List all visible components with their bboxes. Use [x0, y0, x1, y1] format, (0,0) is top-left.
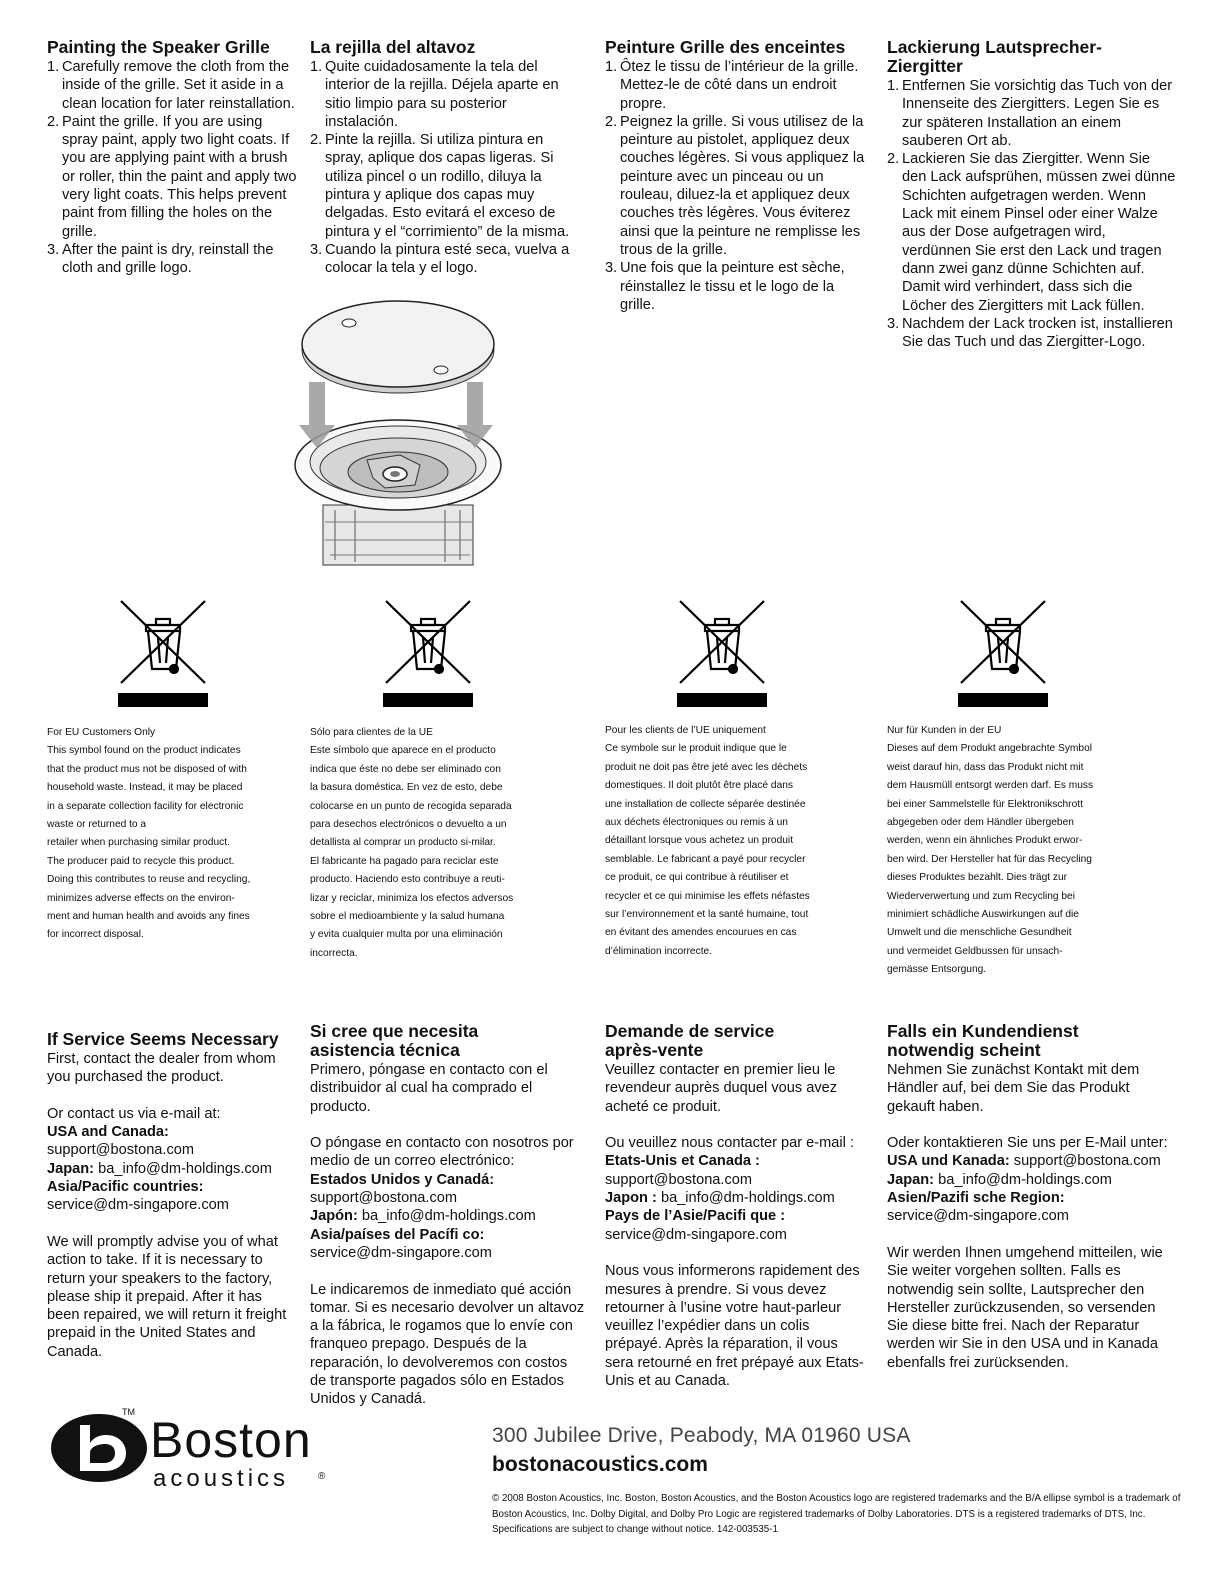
painting-es-title: La rejilla del altavoz [310, 37, 476, 57]
list-item: 2. Pinte la rejilla. Si utiliza pintura en spray, aplique dos capas ligeras. Si utiliza pincel o un rodillo, diluya la pintura y aplique dos capas muy delgadas. Esto evitará el exceso de pintura y el “corrimiento” de la misma. [310, 132, 570, 240]
painting-fr [605, 38, 870, 314]
painting-en-steps [47, 58, 297, 278]
service-de-title: Falls ein Kundendienst notwendig scheint [887, 1021, 1079, 1060]
weee-crossed-bin-icon [677, 597, 767, 707]
email-link[interactable]: ba_info@dm-holdings.com [361, 1208, 536, 1225]
painting-de-steps [887, 77, 1177, 351]
weee-es: Sólo para clientes de la UE Este símbolo que aparece en el producto indica que éste no debe ser eliminado con la basura doméstica. En vez de esto, debe colocarse en un punto de recogida separada para desechos electrónicos o devuelto a un detallista al comprar un producto si-milar. El fabricante ha pagado para reciclar este producto. Haciendo esto contribuye a reuti- lizar y reciclar, minimiza los efectos adversos sobre el medioambiente y la salud humana y evita cualquier multa por una eliminación incorrecta. [310, 727, 514, 959]
list-item: 1. Carefully remove the cloth from the inside of the grille. Set it aside in a clean location for later reinstallation. [47, 59, 295, 112]
service-en: If Service Seems Necessary First, contact the dealer from whom you purchased the product. Or contact us via e-mail at: USA and Canada: support@bostona.com Japan: ba_info@dm-holdings.com Asia/Pacific countries: service@dm-singapore.com We will promptly advise you of what action to take. If it is necessary to return your speakers to the factory, please ship it prepaid. After it has been repaired, we will return it freight prepaid in the United States and Canada. [47, 1029, 287, 1360]
painting-fr-steps [605, 58, 870, 314]
boston-acoustics-logo [50, 1405, 380, 1495]
service-fr-title: Demande de service après-vente [605, 1021, 775, 1060]
email-link[interactable]: service@dm-singapore.com [47, 1197, 229, 1214]
speaker-body [323, 505, 473, 565]
weee-crossed-bin-icon [383, 597, 473, 707]
service-es: Si cree que necesita asistencia técnica Primero, póngase en contacto con el distribuidor al cual ha comprado el producto. O póngase en contacto con nosotros por medio de un correo electrónico: Estados Unidos y Canadá: support@bostona.com Japón: ba_info@dm-holdings.com Asia/países del Pacífi co: service@dm-singapore.com Le indicaremos de inmediato qué acción tomar. Si es necesario devolver un altavoz a la fábrica, le rogamos que lo envíe con franqueo prepago. Después de la reparación, lo devolveremos con costos de transporte pagados sólo en Estados Unidos y Canadá. [310, 1021, 585, 1408]
weee-de: Nur für Kunden in der EU Dieses auf dem Produkt angebrachte Symbol weist darauf hin, dass das Produkt nicht mit dem Hausmüll entsorgt werden darf. Es muss bei einer Sammelstelle für Elektronikschrott abgegeben oder dem Händler übergeben werden, wenn ein ähnliches Produkt erwor- ben wird. Der Hersteller hat für das Recycling dieses Produktes bezahlt. Dies trägt zur Wiederverwertung und zum Recycling bei minimiert schädliche Auswirkungen auf die Umwelt und die menschliche Gesundheit und vermeidet Geldbussen für unsach- gemässe Entsorgung. [887, 725, 1094, 976]
list-item: 2. Lackieren Sie das Ziergitter. Wenn Sie den Lack aufsprühen, müssen zwei dünne Schichten aufgetragen werden. Wenn Lack mit einem Pinsel oder einer Walze aus der Dose aufgetragen wird, verdünnen Sie erst den Lack und tragen dann zwei ganz dünne Schichten auf. Damit wird verhindert, dass sich die Löcher des Ziergitters mit Lack füllen. [887, 151, 1176, 314]
list-item: 3. Nachdem der Lack trocken ist, installieren Sie das Tuch und das Ziergitter-Logo. [887, 315, 1173, 351]
email-link[interactable]: ba_info@dm-holdings.com [660, 1190, 835, 1207]
painting-es [310, 38, 570, 278]
list-item: 1. Entfernen Sie vorsichtig das Tuch von der Innenseite des Ziergitters. Legen Sie es zur späteren Installation an einem sauberen Ort ab. [887, 78, 1173, 149]
trademark-mark: TM [122, 1407, 135, 1417]
service-de: Falls ein Kundendienst notwendig scheint Nehmen Sie zunächst Kontakt mit dem Händler auf, bei dem Sie das Produkt gekauft haben. Oder kontaktieren Sie uns per E-Mail unter: USA und Kanada: support@bostona.com Japan: ba_info@dm-holdings.com Asien/Pazifi sche Region: service@dm-singapore.com Wir werden Ihnen umgehend mitteilen, wie Sie weiter vorgehen sollten. Falls es notwendig sein sollte, Lautsprecher den Hersteller zurückzusenden, so versenden Sie diese bitte frei. Nach der Reparatur werden wir Sie in den USA und in Kanada ebenfalls frei zurücksenden. [887, 1022, 1177, 1372]
brand-name: Boston [150, 1412, 312, 1468]
list-item: 2. Peignez la grille. Si vous utilisez de la peinture au pistolet, appliquez deux couches légères. Si vous appliquez la peinture avec un pinceau ou un rouleau, diluez-la et appliquez deux couches très légères. Vous éviterez ainsi que la peinture ne remplisse les trous de la grille. [605, 113, 865, 258]
painting-es-steps [310, 58, 570, 278]
email-link[interactable]: service@dm-singapore.com [310, 1244, 492, 1261]
email-link[interactable]: ba_info@dm-holdings.com [938, 1171, 1112, 1188]
email-link[interactable]: service@dm-singapore.com [887, 1208, 1069, 1225]
list-item: 1. Quite cuidadosamente la tela del interior de la rejilla. Déjela aparte en sitio limpio para su posterior instalación. [310, 59, 559, 130]
list-item: 3. After the paint is dry, reinstall the cloth and grille logo. [47, 241, 274, 277]
service-fr: Demande de service après-vente Veuillez contacter en premier lieu le revendeur auprès duquel vous avez acheté ce produit. Ou veuillez nous contacter par e-mail : Etats-Unis et Canada : support@bostona.com Japon : ba_info@dm-holdings.com Pays de l’Asie/Pacifi que : service@dm-singapore.com Nous vous informerons rapidement des mesures à prendre. Si vous devez retourner à l’usine votre haut-parleur veuillez l’expédier dans un colis prépayé. Après la réparation, il vous sera retourné en fret prépayé aux Etats-Unis et au Canada. [605, 1022, 867, 1390]
email-link[interactable]: support@bostona.com [310, 1190, 458, 1207]
weee-crossed-bin-icon [958, 597, 1048, 707]
list-item: 1. Ôtez le tissu de l’intérieur de la grille. Mettez-le de côté dans un endroit propre. [605, 59, 859, 112]
registered-mark: ® [318, 1471, 326, 1482]
painting-de [887, 38, 1177, 351]
weee-crossed-bin-icon [118, 597, 208, 707]
list-item: 3. Une fois que la peinture est sèche, réinstallez le tissu et le logo de la grille. [605, 260, 845, 313]
service-en-title: If Service Seems Necessary [47, 1029, 279, 1049]
email-link[interactable]: support@bostona.com [1013, 1153, 1161, 1170]
company-address: 300 Jubilee Drive, Peabody, MA 01960 USA [492, 1424, 911, 1447]
painting-fr-title: Peinture Grille des enceintes [605, 37, 846, 57]
email-link[interactable]: support@bostona.com [605, 1171, 753, 1188]
painting-de-title: Lackierung Lautsprecher-Ziergitter [887, 37, 1102, 76]
website-link[interactable]: bostonacoustics.com [492, 1453, 708, 1476]
email-link[interactable]: support@bostona.com [47, 1142, 195, 1159]
ba-ellipse-logo-icon [50, 1413, 148, 1483]
email-link[interactable]: ba_info@dm-holdings.com [98, 1160, 272, 1177]
painting-en [47, 38, 297, 278]
grille-disk [302, 301, 494, 387]
service-es-title: Si cree que necesita asistencia técnica [310, 1021, 479, 1060]
speaker-grille-illustration [285, 290, 515, 590]
legal-notice: © 2008 Boston Acoustics, Inc. Boston, Boston Acoustics, and the Boston Acoustics logo are registered trademarks and the B/A ellipse symbol is a trademark of Boston Acoustics, Inc. Dolby Digital, and Dolby Pro Logic are registered trademarks of Dolby Laboratories. DTS is a registered trademarks of DTS, Inc. Specifications are subject to change without notice. 142-003535-1 [492, 1493, 1181, 1536]
weee-en: For EU Customers Only This symbol found on the product indicates that the product mus not be disposed of with household waste. Instead, it may be placed in a separate collection facility for electronic waste or returned to a retailer when purchasing similar product. The producer paid to recycle this product. Doing this contributes to reuse and recycling, minimizes adverse effects on the environ- ment and human health and avoids any fines for incorrect disposal. [47, 727, 251, 941]
weee-fr: Pour les clients de l’UE uniquement Ce symbole sur le produit indique que le produit ne doit pas être jeté avec les déchets domestiques. Il doit plutôt être placé dans une installation de collecte séparée destinée aux déchets électroniques ou remis à un détaillant lorsque vous achetez un produit semblable. Le fabricant a payé pour recycler ce produit, ce qui contribue à réutiliser et recycler et ce qui minimise les effets néfastes sur l’environnement et la santé humaine, tout en évitant des amendes encourues en cas d’élimination incorrecte. [605, 725, 810, 957]
brand-subname: acoustics [153, 1465, 290, 1492]
email-link[interactable]: service@dm-singapore.com [605, 1226, 787, 1243]
list-item: 2. Paint the grille. If you are using spray paint, apply two light coats. If you are applying paint with a brush or roller, thin the paint and apply two very light coats. This helps prevent paint from filling the holes on the grille. [47, 113, 297, 240]
painting-en-title: Painting the Speaker Grille [47, 37, 270, 57]
list-item: 3. Cuando la pintura esté seca, vuelva a colocar la tela y el logo. [310, 241, 570, 277]
